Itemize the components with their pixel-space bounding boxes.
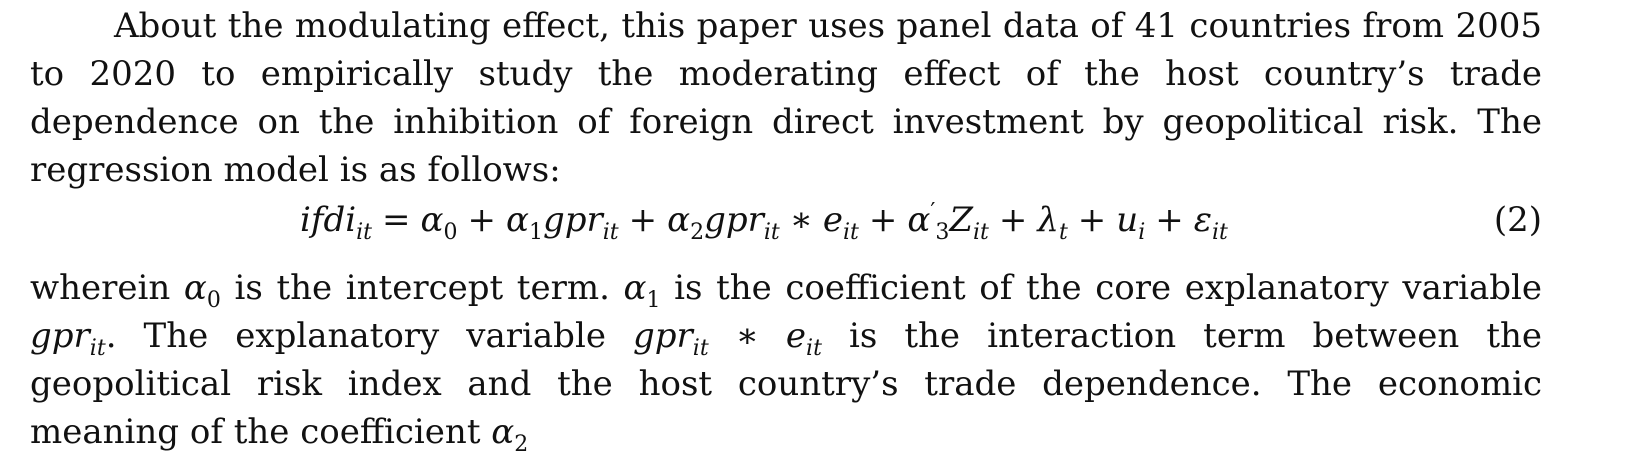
p2-alpha0: α [183, 268, 207, 308]
p2-text-5: is the interaction term between the geopolitical risk index and the host country’s trade dependence. The economic meaning of the coefficient [30, 316, 1542, 452]
document-body [30, 2, 1542, 456]
eq-term-3-coef: α [907, 200, 931, 240]
eq-term-0-coef: α [420, 200, 444, 240]
eq-equals: = [382, 200, 411, 240]
eq-term-2-expr-sub: it [763, 219, 780, 245]
eq-term-2-expr: gpr [704, 200, 764, 240]
eq-lhs-sub: it [356, 219, 372, 245]
p2-gpr2: gpr [633, 316, 693, 356]
eq-term-5-coef: u [1116, 200, 1139, 240]
p2-gpr-sub: it [89, 335, 106, 361]
eq-plus: + [1155, 200, 1184, 240]
paragraph-intro: About the modulating effect, this paper uses panel data of 41 countries from 2005 to 2020 to empirically study the moderating effect of the host country’s trade dependence on the inhibition of foreign direct investment by geopolitical risk. The regression model is as follows: [30, 6, 1542, 190]
eq-term-2-coef: α [667, 200, 691, 240]
eq-term-1-expr-sub: it [602, 219, 619, 245]
eq-term-1-expr: gpr [542, 200, 603, 240]
p2-alpha1-sub: 1 [646, 287, 661, 313]
eq-times: ∗ [789, 200, 813, 240]
p2-text-2: is the intercept term. [220, 268, 624, 308]
eq-term-1-coef: α [505, 200, 529, 240]
p2-text-1: wherein [30, 268, 184, 308]
eq-term-2-extra-sub: it [843, 219, 859, 245]
equation-row [30, 196, 1542, 252]
eq-term-3-sup: ′ [930, 199, 936, 225]
eq-term-6-sub: it [1212, 219, 1228, 245]
eq-term-2-extra: e [822, 200, 844, 240]
eq-term-1-sub: 1 [528, 219, 543, 245]
eq-term-2-sub: 2 [690, 219, 705, 245]
eq-plus: + [467, 200, 496, 240]
p2-alpha0-sub: 0 [206, 287, 221, 313]
p2-alpha1: α [623, 268, 647, 308]
eq-term-3-expr-sub: it [973, 219, 989, 245]
paragraph-explanation [30, 264, 1542, 456]
eq-plus: + [628, 200, 658, 240]
p2-times: ∗ [708, 316, 786, 356]
p2-text-4: . The explanatory variable [105, 316, 633, 356]
p2-gpr: gpr [30, 316, 90, 356]
equation-number: (2) [1493, 200, 1542, 240]
p2-alpha2-sub: 2 [514, 431, 529, 457]
eq-plus: + [868, 200, 898, 240]
eq-term-3-sub: 3 [935, 219, 950, 245]
eq-term-4-sub: t [1058, 219, 1068, 245]
eq-term-5-sub: i [1138, 219, 1146, 245]
eq-plus: + [1077, 200, 1107, 240]
p2-e-sub: it [806, 335, 822, 361]
p2-text-3: is the coefficient of the core explanatory variable [660, 268, 1543, 308]
eq-term-4-coef: λ [1037, 200, 1059, 240]
p2-gpr2-sub: it [692, 335, 709, 361]
regression-equation [300, 196, 1228, 244]
eq-term-0-sub: 0 [443, 219, 458, 245]
p2-alpha2: α [491, 412, 515, 452]
eq-term-3-expr: Z [949, 200, 973, 240]
eq-term-6-coef: ε [1193, 200, 1212, 240]
p2-e: e [785, 316, 807, 356]
eq-plus: + [998, 200, 1028, 240]
eq-lhs: ifdi [300, 200, 357, 240]
